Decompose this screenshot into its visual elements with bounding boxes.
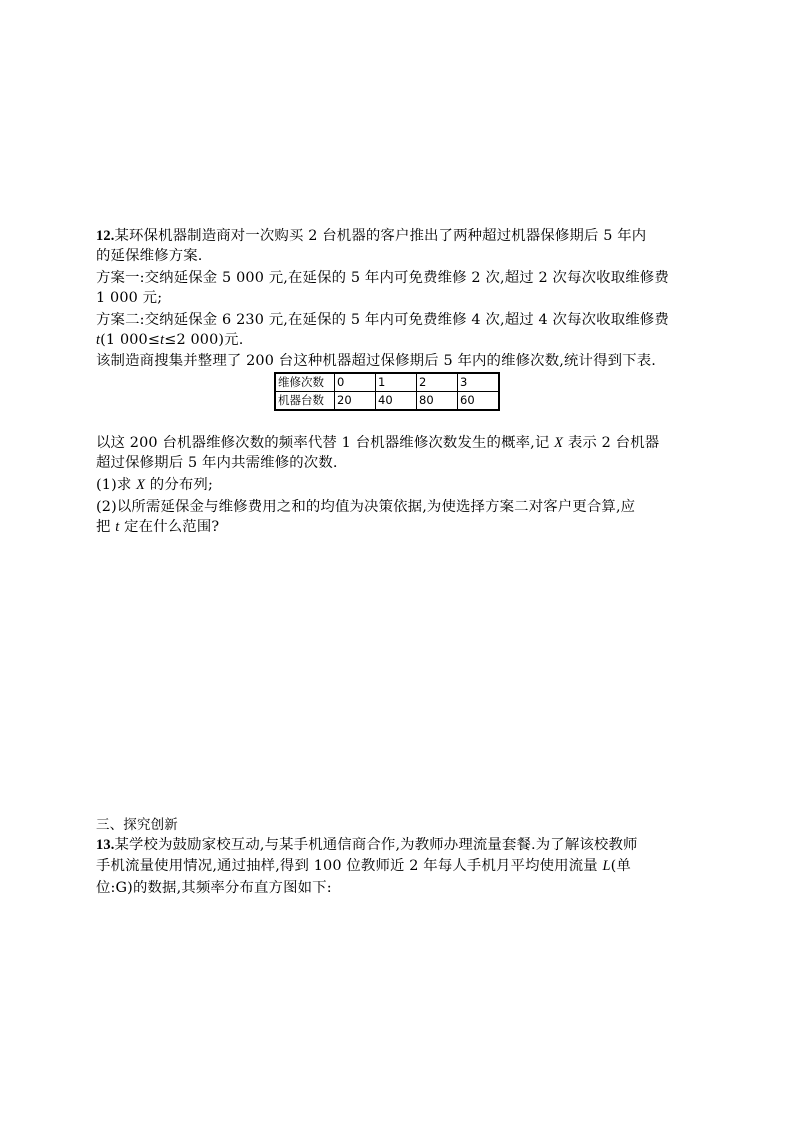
table-cell: 80 [417, 392, 458, 411]
table-cell: 0 [335, 373, 376, 392]
sub-question-2-cont [96, 517, 219, 537]
sub-question-1-a: (1)求 [96, 477, 137, 493]
q13-text: 某学校为鼓励家校互动,与某手机通信商合作,为教师办理流量套餐.为了解该校教师 [114, 837, 638, 853]
table-row [275, 392, 499, 411]
var-t: t [96, 332, 101, 348]
question-number: 13. [96, 837, 115, 853]
q12-condition-line [96, 433, 659, 453]
var-t: t [115, 519, 120, 535]
table-header-cell: 维修次数 [275, 373, 335, 392]
sub-question-2-a: 把 [96, 519, 116, 535]
var-x: X [554, 435, 564, 451]
var-t: t [160, 332, 165, 348]
table-cell: 40 [376, 392, 417, 411]
sub-question-2: (2)以所需延保金与维修费用之和的均值为决策依据,为使选择方案二对客户更合算,应 [96, 499, 636, 515]
question-number: 12. [96, 228, 115, 244]
range-text-b: ≤2 000)元. [164, 332, 244, 348]
q12-condition-line-cont: 超过保修期后 5 年内共需维修的次数. [96, 455, 338, 471]
q13-text-b: (单 [610, 858, 631, 874]
table-cell: 20 [335, 392, 376, 411]
q13-line-3: 位:G)的数据,其频率分布直方图如下: [96, 880, 332, 896]
plan-one-line-cont: 1 000 元; [96, 290, 163, 306]
plan-one-line: 方案一:交纳延保金 5 000 元,在延保的 5 年内可免费维修 2 次,超过 2 次每次收取维修费 [96, 270, 669, 286]
var-l: L [602, 858, 611, 874]
q12-text: 某环保机器制造商对一次购买 2 台机器的客户推出了两种超过机器保修期后 5 年内 [114, 228, 647, 244]
section-heading: 三、探究创新 [96, 817, 178, 833]
table-cell: 3 [458, 373, 500, 392]
plan-two-line-cont [96, 330, 243, 350]
repair-count-table [274, 372, 500, 411]
sub-question-1-b: 的分布列; [145, 477, 213, 493]
range-text-a: (1 000≤ [100, 332, 161, 348]
q13-text-a: 手机流量使用情况,通过抽样,得到 100 位教师近 2 年每人手机月平均使用流量 [96, 858, 603, 874]
q13-line-2 [96, 856, 631, 876]
q12-line-1 [96, 226, 646, 246]
table-cell: 60 [458, 392, 500, 411]
table-cell: 2 [417, 373, 458, 392]
sub-question-1 [96, 475, 213, 495]
table-row [275, 373, 499, 392]
condition-text-a: 以这 200 台机器维修次数的频率代替 1 台机器维修次数发生的概率,记 [96, 435, 555, 451]
condition-text-b: 表示 2 台机器 [563, 435, 660, 451]
q12-line-2: 的延保维修方案. [96, 248, 203, 264]
table-cell: 1 [376, 373, 417, 392]
q13-line-1 [96, 835, 638, 855]
plan-two-line: 方案二:交纳延保金 6 230 元,在延保的 5 年内可免费维修 4 次,超过 4 次每次收取维修费 [96, 312, 669, 328]
var-x: X [136, 477, 146, 493]
q12-table-intro: 该制造商搜集并整理了 200 台这种机器超过保修期后 5 年内的维修次数,统计得到下表. [96, 353, 656, 369]
table-header-cell: 机器台数 [275, 392, 335, 411]
sub-question-2-b: 定在什么范围? [119, 519, 220, 535]
